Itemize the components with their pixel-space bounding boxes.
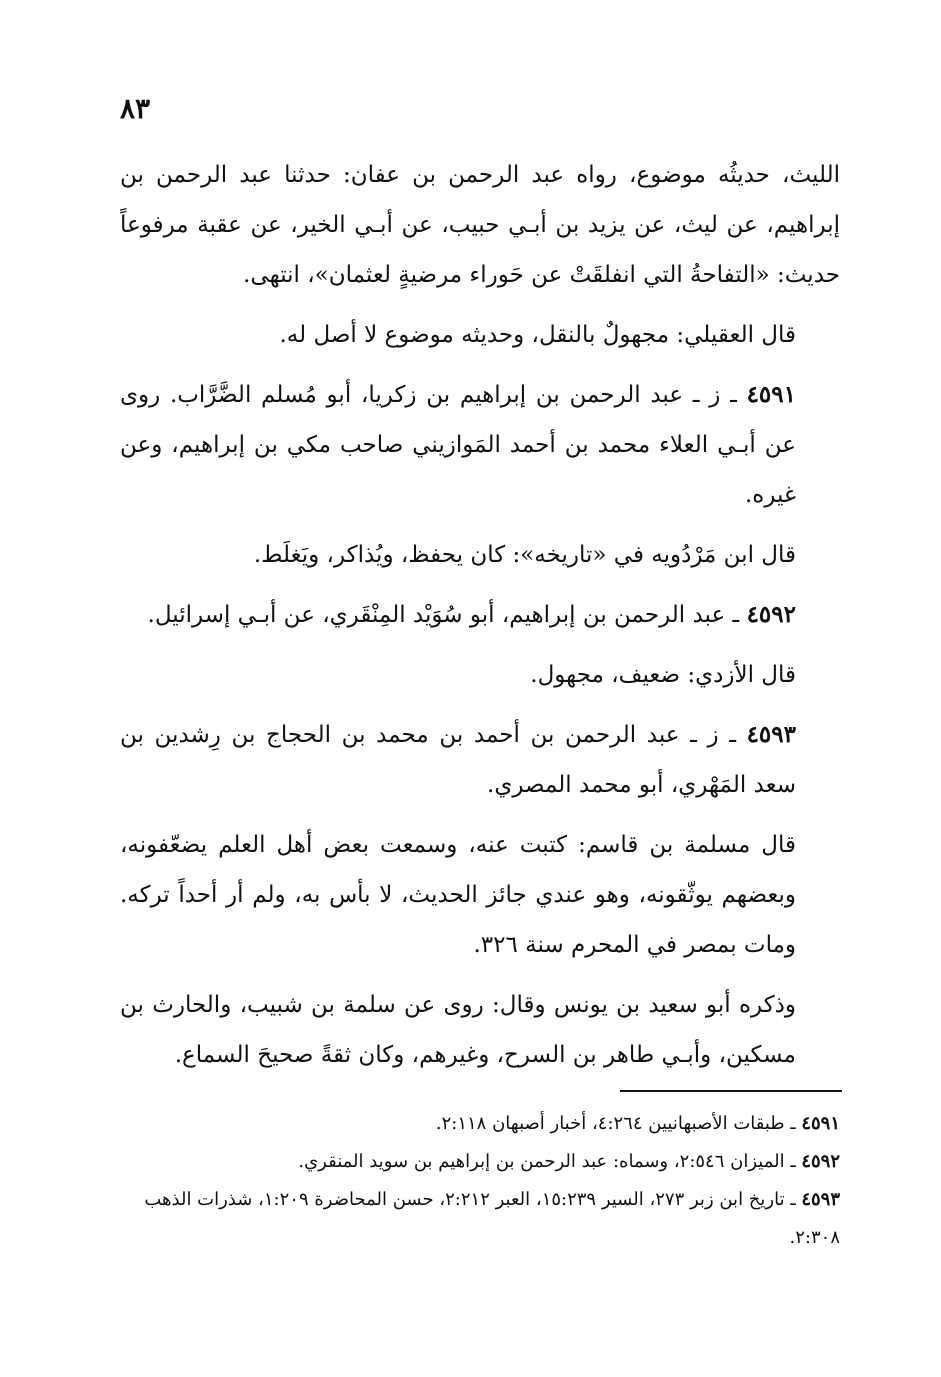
footnote-number: ٤٥٩٢ — [801, 1151, 840, 1172]
footnote-4593 — [120, 1181, 840, 1257]
paragraph-note — [120, 650, 840, 700]
page-number: ٨٣ — [120, 92, 151, 125]
paragraph-text: قال العقيلي: مجهولٌ بالنقل، وحديثه موضوع لا أصل له. — [279, 322, 796, 348]
entry-text: ـ ز ـ عبد الرحمن بن إبراهيم بن زكريا، أبو مُسلم الضَّرَّاب. روى عن أبـي العلاء محمد بن أحمد المَوازيني صاحب مكي بن إبراهيم، وعن غيره. — [120, 382, 796, 508]
entry-number: ٤٥٩٣ — [746, 721, 796, 748]
paragraph-note — [120, 530, 840, 580]
footnote-number: ٤٥٩١ — [801, 1113, 840, 1134]
paragraph-text: وذكره أبو سعيد بن يونس وقال: روى عن سلمة بن شبيب، والحارث بن مسكين، وأبـي طاهر بن السرح، وغيرهم، وكان ثقةً صحيحَ السماع. — [120, 992, 796, 1068]
entry-text: ـ ز ـ عبد الرحمن بن أحمد بن محمد بن الحجاج بن رِشدين بن سعد المَهْري، أبو محمد المصري. — [120, 722, 796, 798]
footnote-4591 — [120, 1105, 840, 1143]
paragraph-text: الليث، حديثُه موضوع، رواه عبد الرحمن بن عفان: حدثنا عبد الرحمن بن إبراهيم، عن ليث، عن يزيد بن أبـي حبيب، عن أبـي الخير، عن عقبة مرفوعاً حديث: «التفاحةُ التي انفلقَتْ عن حَوراء مرضيةٍ لعثمان»، انتهى. — [120, 162, 840, 288]
footnote-divider — [620, 1090, 842, 1092]
paragraph-continuation — [120, 150, 840, 300]
entry-text: ـ عبد الرحمن بن إبراهيم، أبو سُوَيْد المِنْقَري، عن أبـي إسرائيل. — [147, 602, 747, 628]
paragraph-text: قال ابن مَرْدُويه في «تاريخه»: كان يحفظ، ويُذاكر، ويَغلَط. — [253, 542, 796, 568]
paragraph-note — [120, 820, 840, 970]
paragraph-text: قال الأزدي: ضعيف، مجهول. — [530, 662, 796, 688]
footnote-text: ـ تاريخ ابن زبر ٢٧٣، السير ١٥:٢٣٩، العبر ٢:٢١٢، حسن المحاضرة ١:٢٠٩، شذرات الذهب ٢:٣٠٨. — [144, 1189, 840, 1248]
entry-4592 — [120, 590, 840, 640]
entry-number: ٤٥٩٢ — [746, 601, 796, 628]
entry-4593 — [120, 710, 840, 810]
footnote-number: ٤٥٩٣ — [801, 1189, 840, 1210]
paragraph-note — [120, 980, 840, 1080]
entry-4591 — [120, 370, 840, 520]
main-text — [120, 150, 840, 1090]
paragraph-text: قال مسلمة بن قاسم: كتبت عنه، وسمعت بعض أهل العلم يضعّفونه، وبعضهم يوثّقونه، وهو عندي جائز الحديث، لا بأس به، ولم أر أحداً تركه. ومات بمصر في المحرم سنة ٣٢٦. — [120, 832, 796, 958]
footnote-text: ـ طبقات الأصبهانيين ٤:٢٦٤، أخبار أصبهان ٢:١١٨. — [435, 1113, 802, 1134]
footnote-4592 — [120, 1143, 840, 1181]
footnotes — [120, 1105, 840, 1257]
entry-number: ٤٥٩١ — [746, 381, 796, 408]
footnote-text: ـ الميزان ٢:٥٤٦، وسماه: عبد الرحمن بن إبراهيم بن سويد المنقري. — [298, 1151, 802, 1172]
paragraph-note — [120, 310, 840, 360]
